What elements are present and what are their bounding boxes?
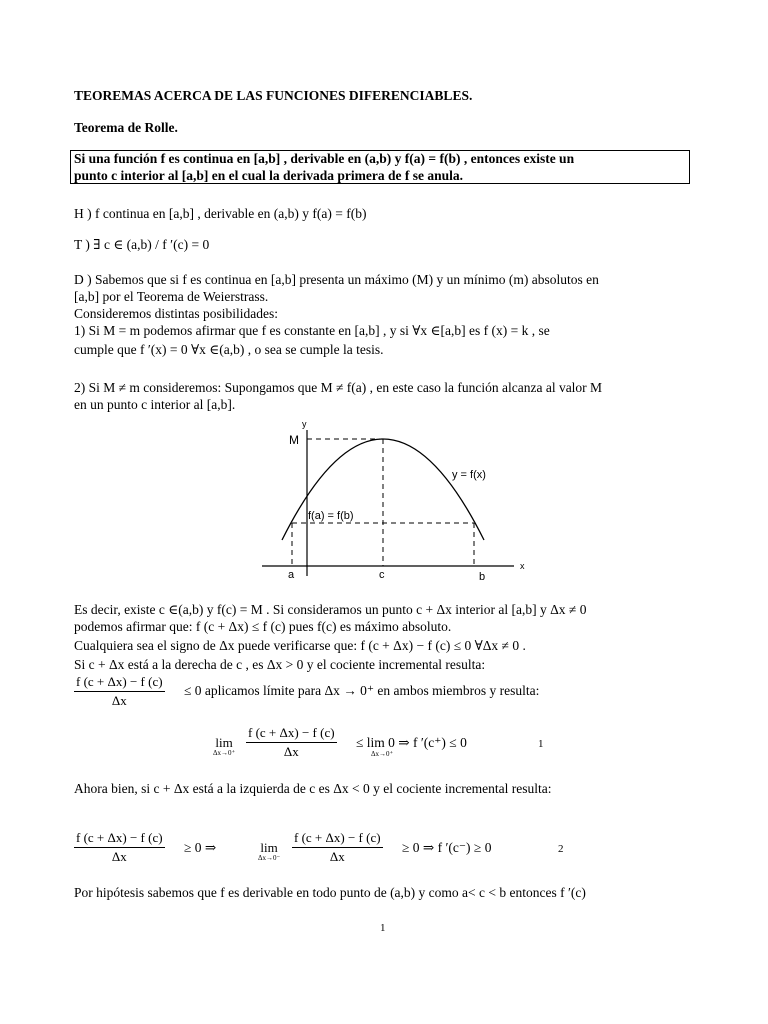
tick-a: a <box>288 569 295 581</box>
theorem-heading: Teorema de Rolle. <box>74 120 178 135</box>
after-line-4: Si c + Δx está a la derecha de c , es Δx > 0 y el cociente incremental resulta: <box>74 657 486 672</box>
demo-line-6: 2) Si M ≠ m consideremos: Supongamos que M ≠ f(a) , en este caso la función alcanza al valor M <box>74 380 603 395</box>
eq2-denominator: Δx <box>283 744 299 759</box>
eq3-lim-sub: Δx→0⁻ <box>258 854 281 862</box>
eq3-numerator-2: f (c + Δx) − f (c) <box>292 830 383 848</box>
demo-line-3: Consideremos distintas posibilidades: <box>74 306 278 321</box>
theorem-line-2: punto c interior al [a,b] en el cual la derivada primera de f se anula. <box>74 168 463 183</box>
eq2-rest: ≤ lim 0 ⇒ f ′(c⁺) ≤ 0 <box>356 735 467 750</box>
max-label: M <box>289 433 299 447</box>
eq3-rest: ≥ 0 ⇒ f ′(c⁻) ≥ 0 <box>402 840 492 855</box>
page-number: 1 <box>380 922 386 934</box>
eq2-number: 1 <box>538 738 544 750</box>
after-line-2: podemos afirmar que: f (c + Δx) ≤ f (c) pues f(c) es máximo absoluto. <box>74 619 452 634</box>
eq2-lim-sub: Δx→0⁺ <box>213 749 236 757</box>
curve-label: y = f(x) <box>452 469 486 481</box>
eq3-lim-word: lim <box>260 840 278 855</box>
y-axis-label: y <box>302 419 307 429</box>
rolle-graph <box>262 418 532 583</box>
eq1-rest: ≤ 0 aplicamos límite para Δx → 0⁺ en ambos miembros y resulta: <box>184 683 540 698</box>
demo-line-7: en un punto c interior al [a,b]. <box>74 397 236 412</box>
fa-label: f(a) = f(b) <box>308 510 354 522</box>
last-line: Por hipótesis sabemos que f es derivable en todo punto de (a,b) y como a< c < b entonces f ′(c) <box>74 885 586 900</box>
theorem-line-1: Si una función f es continua en [a,b] , derivable en (a,b) y f(a) = f(b) , entonces existe un <box>74 151 575 166</box>
eq1-numerator: f (c + Δx) − f (c) <box>74 674 165 692</box>
eq3-number: 2 <box>558 843 564 855</box>
eq3-fraction-2 <box>292 830 383 865</box>
eq2-lim-word: lim <box>215 735 233 750</box>
demo-line-5: cumple que f ′(x) = 0 ∀x ∈(a,b) , o sea se cumple la tesis. <box>74 342 384 357</box>
tick-c: c <box>379 569 385 581</box>
demo-line-2: [a,b] por el Teorema de Weierstrass. <box>74 289 269 304</box>
eq1-denominator: Δx <box>111 693 127 708</box>
eq3-numerator-1: f (c + Δx) − f (c) <box>74 830 165 848</box>
eq2-numerator: f (c + Δx) − f (c) <box>246 725 337 743</box>
eq3-denominator-1: Δx <box>111 849 127 864</box>
page-title: TEOREMAS ACERCA DE LAS FUNCIONES DIFERENCIABLES. <box>74 88 473 103</box>
x-axis-label: x <box>520 561 525 571</box>
left-text: Ahora bien, si c + Δx está a la izquierda de c es Δx < 0 y el cociente incremental resulta: <box>74 781 552 796</box>
hypothesis: H ) f continua en [a,b] , derivable en (a,b) y f(a) = f(b) <box>74 206 367 221</box>
tick-b: b <box>479 571 486 583</box>
after-line-1: Es decir, existe c ∈(a,b) y f(c) = M . Si consideramos un punto c + Δx interior al [a,b] y Δx ≠ 0 <box>74 602 587 617</box>
eq3-mid: ≥ 0 ⇒ <box>184 840 217 855</box>
thesis: T ) ∃ c ∈ (a,b) / f ′(c) = 0 <box>74 237 210 252</box>
demo-line-4: 1) Si M = m podemos afirmar que f es constante en [a,b] , y si ∀x ∈[a,b] es f (x) = k , se <box>74 323 550 338</box>
after-line-3: Cualquiera sea el signo de Δx puede verificarse que: f (c + Δx) − f (c) ≤ 0 ∀Δx ≠ 0 . <box>74 638 526 653</box>
eq2-rest-sub: Δx→0⁺ <box>371 750 394 758</box>
eq1-fraction <box>74 674 165 709</box>
eq3-lim <box>258 842 280 862</box>
eq2-lim <box>213 737 235 757</box>
eq3-denominator-2: Δx <box>329 849 345 864</box>
eq2-fraction <box>246 725 337 760</box>
eq3-fraction-1 <box>74 830 165 865</box>
demo-line-1: D ) Sabemos que si f es continua en [a,b] presenta un máximo (M) y un mínimo (m) absolutos en <box>74 272 599 287</box>
